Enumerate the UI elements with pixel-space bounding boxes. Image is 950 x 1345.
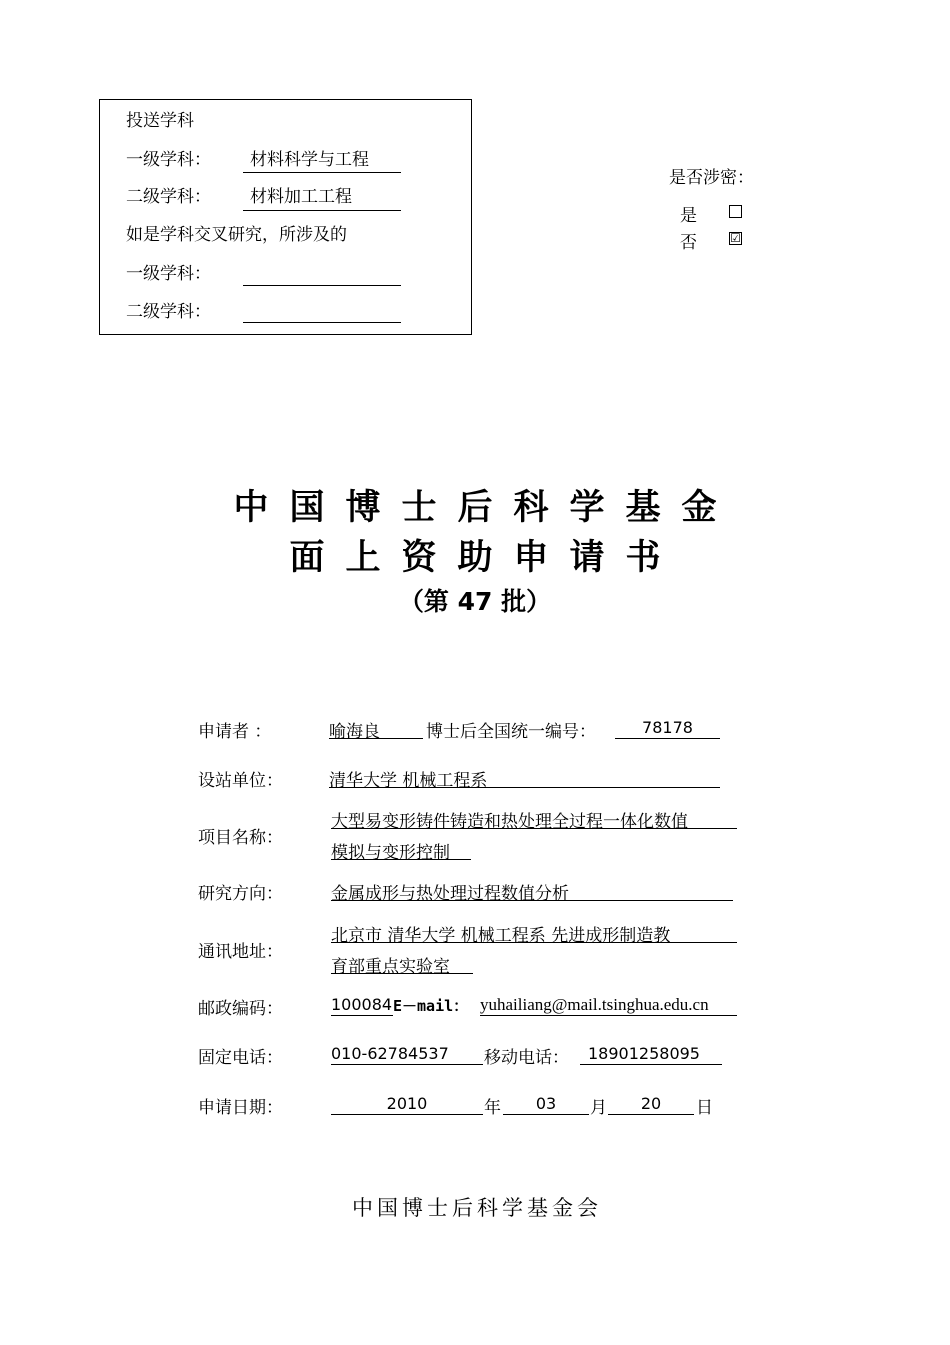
research-value[interactable]: 金属成形与热处理过程数值分析	[331, 884, 569, 904]
footer-organization: 中国博士后科学基金会	[352, 1196, 602, 1220]
project-line2[interactable]: 模拟与变形控制	[331, 843, 450, 863]
secret-no-label: 否	[680, 233, 697, 253]
email-underline	[480, 1015, 737, 1016]
postcode-underline	[331, 1015, 393, 1016]
month-value[interactable]: 03	[535, 1094, 557, 1113]
station-value[interactable]: 清华大学 机械工程系	[329, 771, 488, 791]
subject-heading: 投送学科	[126, 111, 194, 131]
postcode-label: 邮政编码：	[198, 999, 283, 1019]
day-unit: 日	[696, 1098, 713, 1118]
year-unit: 年	[484, 1098, 501, 1118]
year-value[interactable]: 2010	[386, 1094, 428, 1113]
mobile-label: 移动电话：	[484, 1048, 569, 1068]
applicant-label: 申请者 ：	[198, 722, 272, 742]
secret-yes-label: 是	[680, 206, 697, 226]
project-underline-1	[331, 828, 737, 829]
cross-level1-label: 一级学科：	[126, 264, 211, 284]
project-label: 项目名称：	[198, 828, 283, 848]
cross-note: 如是学科交叉研究，所涉及的	[126, 225, 347, 245]
year-underline	[331, 1114, 483, 1115]
research-label: 研究方向：	[198, 884, 283, 904]
postdoc-id-underline	[615, 738, 720, 739]
email-label: E－mail：	[393, 997, 469, 1015]
address-line2[interactable]: 育部重点实验室	[331, 957, 450, 977]
postdoc-id-label: 博士后全国统一编号：	[426, 722, 596, 742]
phone-underline	[331, 1064, 483, 1065]
level2-label: 二级学科：	[126, 187, 211, 207]
mobile-value[interactable]: 18901258095	[588, 1044, 700, 1063]
level1-label: 一级学科：	[126, 150, 211, 170]
cross-level1-field[interactable]	[243, 285, 401, 286]
research-underline	[331, 900, 733, 901]
project-underline-2	[331, 859, 471, 860]
secret-yes-checkbox[interactable]	[729, 205, 742, 218]
address-label: 通讯地址：	[198, 942, 283, 962]
title-line1: 中国博士后科学基金	[233, 488, 738, 528]
title-line2: 面上资助申请书	[289, 538, 682, 578]
month-unit: 月	[590, 1098, 607, 1118]
phone-value[interactable]: 010-62784537	[331, 1044, 449, 1063]
email-value[interactable]: yuhailiang@mail.tsinghua.edu.cn	[480, 995, 709, 1014]
date-label: 申请日期：	[198, 1098, 283, 1118]
postcode-value[interactable]: 100084	[331, 995, 393, 1014]
level2-underline	[243, 210, 401, 211]
level2-value[interactable]: 材料加工工程	[250, 187, 352, 207]
postdoc-id-value[interactable]: 78178	[642, 718, 693, 737]
level1-underline	[243, 172, 401, 173]
phone-label: 固定电话：	[198, 1048, 283, 1068]
address-underline-1	[331, 942, 737, 943]
cross-level2-label: 二级学科：	[126, 302, 211, 322]
secret-question: 是否涉密：	[669, 168, 754, 188]
applicant-value[interactable]: 喻海良	[329, 722, 380, 742]
month-underline	[503, 1114, 589, 1115]
address-underline-2	[331, 973, 473, 974]
project-line1[interactable]: 大型易变形铸件铸造和热处理全过程一体化数值	[331, 812, 688, 832]
check-mark-icon: ☑	[730, 231, 741, 245]
station-underline	[329, 787, 720, 788]
mobile-underline	[580, 1064, 722, 1065]
applicant-underline	[329, 738, 423, 739]
address-line1[interactable]: 北京市 清华大学 机械工程系 先进成形制造教	[331, 926, 671, 946]
level1-value[interactable]: 材料科学与工程	[250, 150, 369, 170]
cross-level2-field[interactable]	[243, 322, 401, 323]
secret-no-checkbox[interactable]	[729, 232, 742, 245]
day-underline	[608, 1114, 694, 1115]
station-label: 设站单位：	[198, 771, 283, 791]
day-value[interactable]: 20	[640, 1094, 662, 1113]
title-batch: （第 47 批）	[398, 587, 552, 616]
